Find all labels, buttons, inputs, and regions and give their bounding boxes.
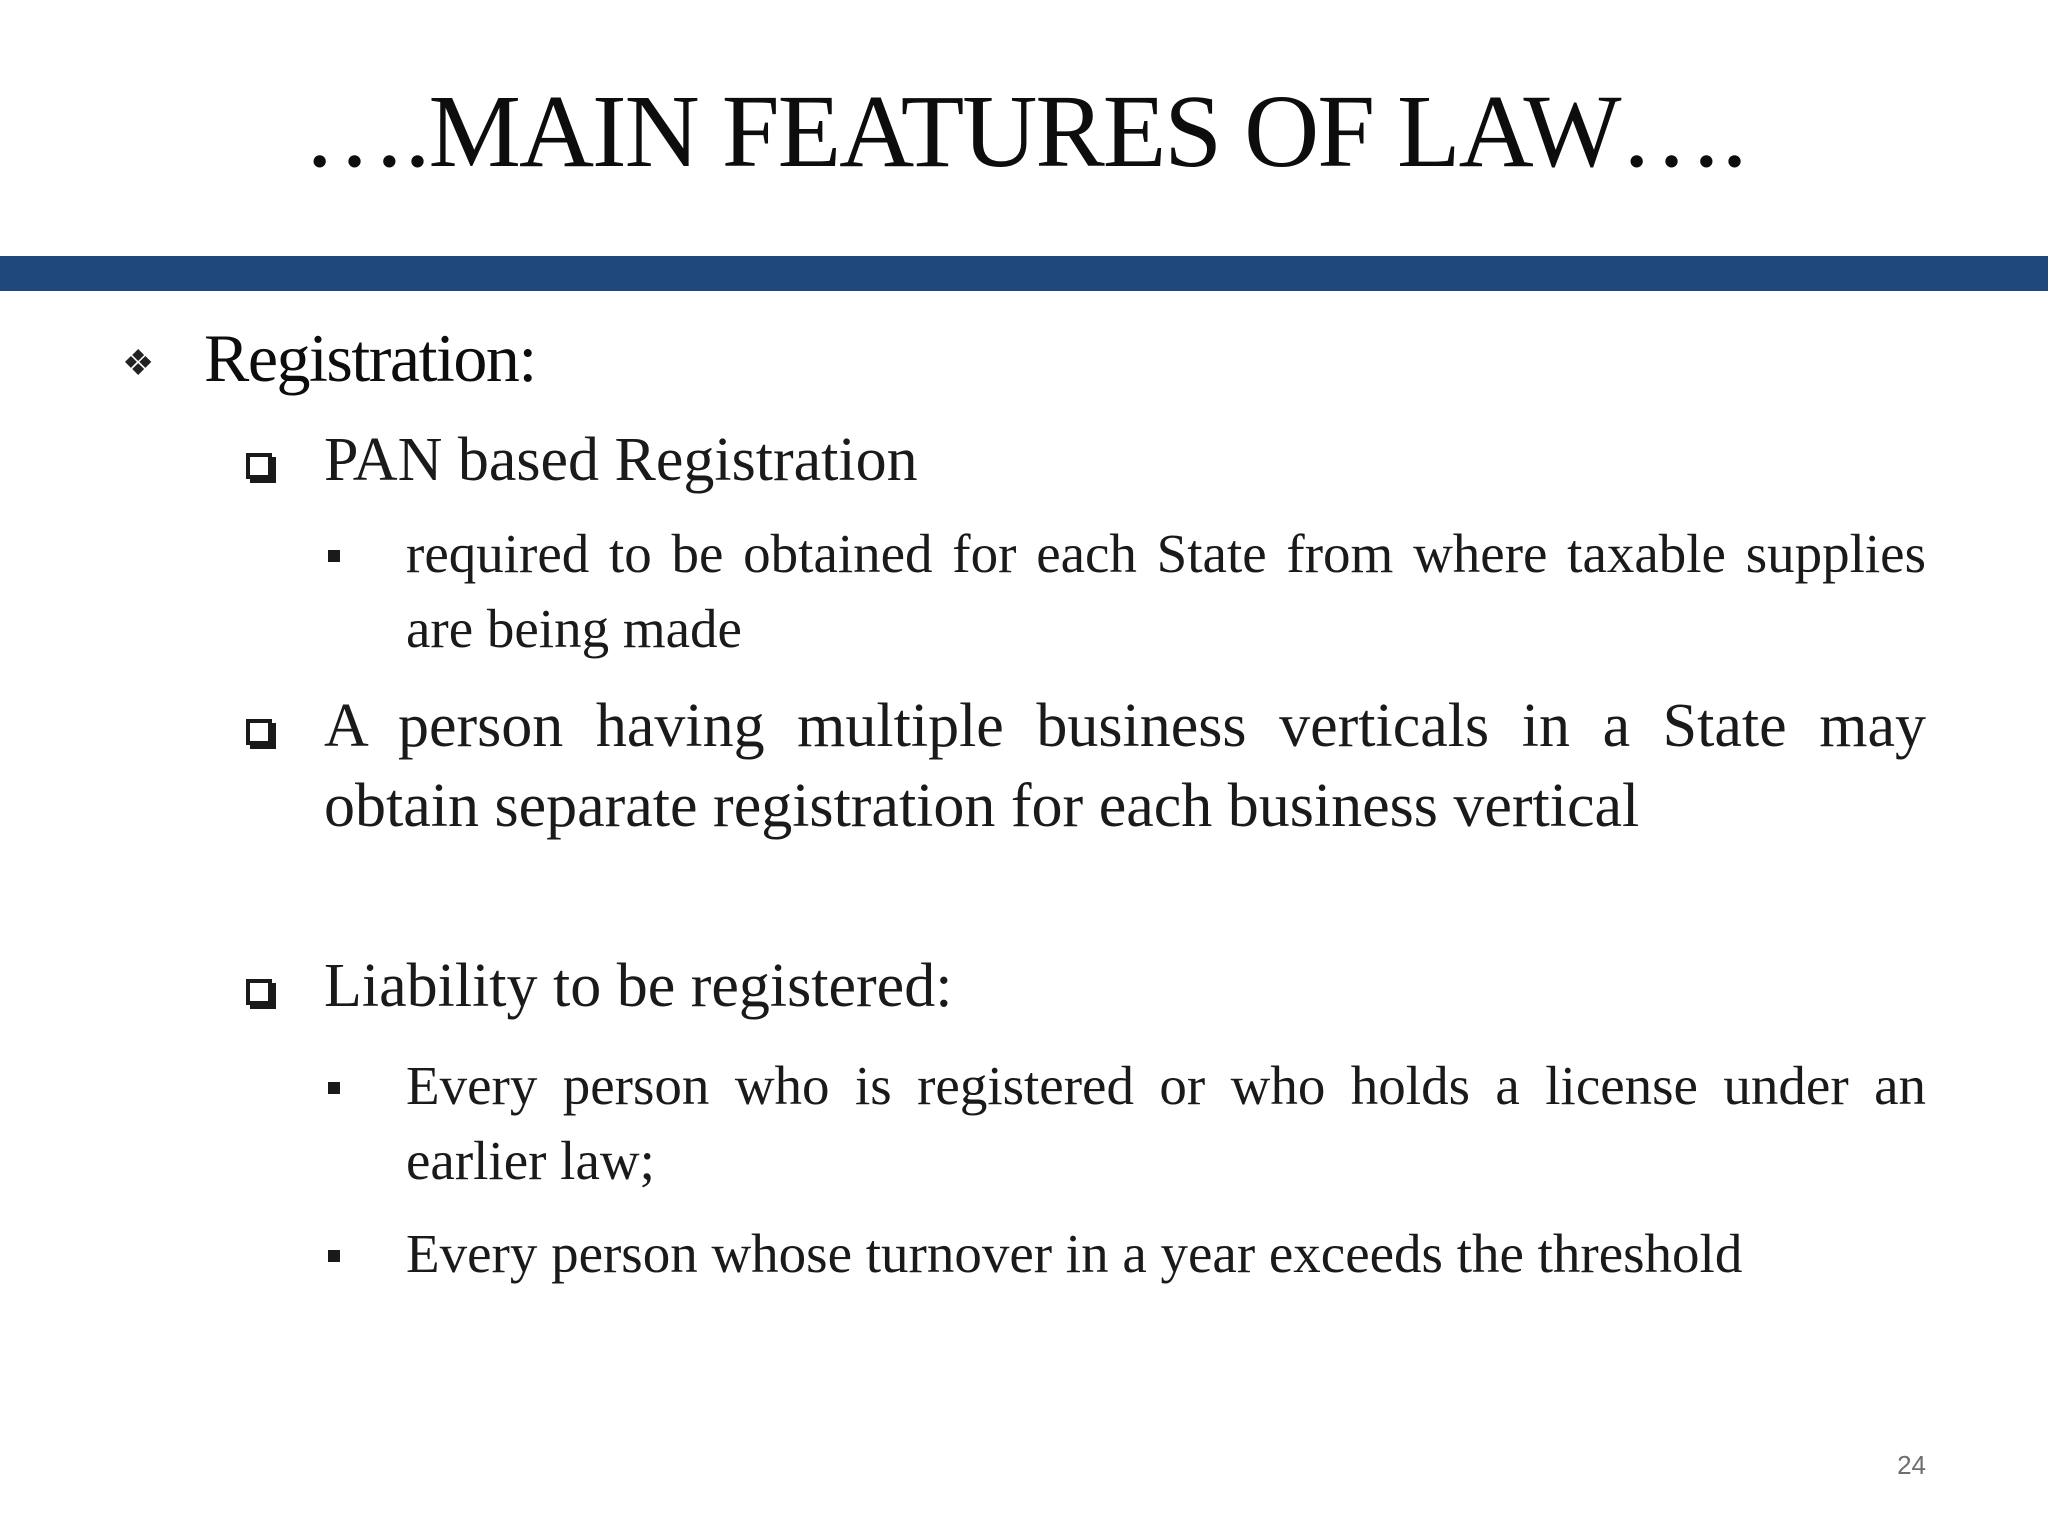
square-bullet-icon <box>328 550 340 562</box>
bullet-item-2-text: A person having multiple business verticals in a State may obtain separate registration for each business vertical <box>324 692 1926 840</box>
bullet-item-1-text: PAN based Registration <box>324 426 918 494</box>
title-divider-bar <box>0 256 2048 291</box>
four-diamond-bullet-icon: ❖ <box>122 343 155 383</box>
checkbox-bullet-icon <box>246 979 272 1005</box>
square-bullet-icon <box>328 1082 340 1094</box>
sub-bullet-item-3-2-text: Every person whose turnover in a year exceeds the threshold <box>406 1223 1743 1284</box>
page-number: 24 <box>1897 1450 1926 1480</box>
checkbox-bullet-icon <box>246 719 272 745</box>
sub-bullet-item-1-1-text: required to be obtained for each State from where taxable supplies are being made <box>406 523 1926 659</box>
section-heading-text: Registration: <box>204 319 536 396</box>
slide-title: ….MAIN FEATURES OF LAW…. <box>302 74 1746 189</box>
sub-bullet-item-3-1-text: Every person who is registered or who holds a license under an earlier law; <box>406 1055 1926 1191</box>
checkbox-bullet-icon <box>246 453 272 479</box>
section-heading <box>122 318 536 398</box>
square-bullet-icon <box>328 1250 340 1262</box>
bullet-item-3-text: Liability to be registered: <box>324 952 953 1020</box>
